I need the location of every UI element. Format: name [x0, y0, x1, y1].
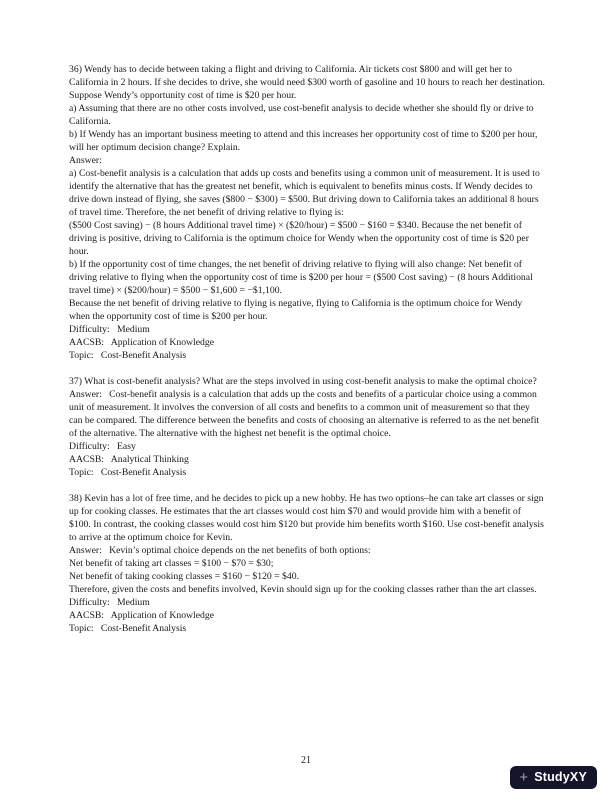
- brand-study: Study: [534, 770, 570, 785]
- brand-xy: XY: [569, 770, 587, 785]
- question-38-text: 38) Kevin has a lot of free time, and he decides to pick up a new hobby. He has two options–he can take art classes or sign up for cooking classes. He estimates that the art classes would cost him $70 and would provide him with a benefit of $100. In contrast, the cooking classes would cost him $120 but provide him benefits worth $160. Use cost-benefit analysis to arrive at the optimum choice for Kevin.: [69, 493, 547, 543]
- question-36-answer-a: a) Cost-benefit analysis is a calculation that adds up costs and benefits using a common unit of measurement. It is used to identify the alternative that has the greatest net benefit, which is equivalent to benefits minus costs. If Wendy decides to drive down instead of flying, she saves ($800 − $300) = $500. But driving down to California takes an additional 8 hours of travel time. Therefore, the net benefit of driving relative to flying is:: [69, 168, 543, 218]
- question-36-answer-b-conclusion: Because the net benefit of driving relative to flying is negative, flying to California is the optimum choice for Wendy when the opportunity cost of time is $200 per hour.: [69, 298, 525, 322]
- question-38-conclusion: Therefore, given the costs and benefits involved, Kevin should sign up for the cooking classes rather than the art classes.: [69, 584, 537, 595]
- question-38: [69, 492, 545, 635]
- question-38-difficulty-line: Difficulty: Medium: [69, 597, 150, 608]
- question-36-difficulty-line: Difficulty: Medium: [69, 324, 150, 335]
- question-37: [69, 375, 545, 479]
- question-38-answer-intro: Answer: Kevin’s optimal choice depends on the net benefits of both options:: [69, 545, 371, 556]
- question-38-topic-line: Topic: Cost-Benefit Analysis: [69, 623, 187, 634]
- question-38-art-calc: Net benefit of taking art classes = $100 − $70 = $30;: [69, 558, 274, 569]
- plus-icon: +: [519, 768, 529, 786]
- page-content: [69, 63, 548, 635]
- question-36-topic-line: Topic: Cost-Benefit Analysis: [69, 350, 187, 361]
- page-number: 21: [301, 755, 311, 766]
- question-36: [69, 63, 548, 362]
- question-37-difficulty-line: Difficulty: Easy: [69, 441, 136, 452]
- question-37-aacsb-line: AACSB: Analytical Thinking: [69, 454, 189, 465]
- question-37-text: 37) What is cost-benefit analysis? What are the steps involved in using cost-benefit analysis to make the optimal choice?: [69, 376, 537, 387]
- brand-text: [534, 771, 587, 784]
- question-38-cooking-calc: Net benefit of taking cooking classes = $160 − $120 = $40.: [69, 571, 300, 582]
- question-37-answer: Answer: Cost-benefit analysis is a calculation that adds up the costs and benefits of a particular choice using a common unit of measurement. It involves the conversion of all costs and benefits to a common unit of measurement so that they can be compared. The difference between the benefits and costs of choosing an alternative is referred to as the net benefit of the alternative. The alternative with the highest net benefit is the optimal choice.: [69, 389, 542, 439]
- question-36-answer-b: b) If the opportunity cost of time changes, the net benefit of driving relative to flying will also change: Net benefit of driving relative to flying when the opportunity cost of time is $200 per hour = ($500 Cost saving) − (8 hours Additional travel time) × ($200/hour) = $500 − $1,600 = −$1,100.: [69, 259, 536, 296]
- question-36-answer-label: Answer:: [69, 155, 102, 166]
- question-36-part-a: a) Assuming that there are no other costs involved, use cost-benefit analysis to decide whether she should fly or drive to California.: [69, 103, 537, 127]
- question-36-part-b: b) If Wendy has an important business meeting to attend and this increases her opportunity cost of time to $200 per hour, will her optimum decision change? Explain.: [69, 129, 540, 153]
- question-36-aacsb-line: AACSB: Application of Knowledge: [69, 337, 215, 348]
- question-36-text: 36) Wendy has to decide between taking a flight and driving to California. Air tickets cost $800 and will get her to California in 2 hours. If she decides to drive, she would need $300 worth of gasoline and 10 hours to reach her destination. Suppose Wendy’s opportunity cost of time is $20 per hour.: [69, 64, 548, 101]
- studyxy-logo: [510, 766, 597, 789]
- question-36-answer-a-calc: ($500 Cost saving) − (8 hours Additional travel time) × ($20/hour) = $500 − $160 = $340. Because the net benefit of driving is positive, driving to California is the optimum choice for Wendy when the opportunity cost of time is $20 per hour.: [69, 220, 532, 257]
- question-37-topic-line: Topic: Cost-Benefit Analysis: [69, 467, 187, 478]
- question-38-aacsb-line: AACSB: Application of Knowledge: [69, 610, 215, 621]
